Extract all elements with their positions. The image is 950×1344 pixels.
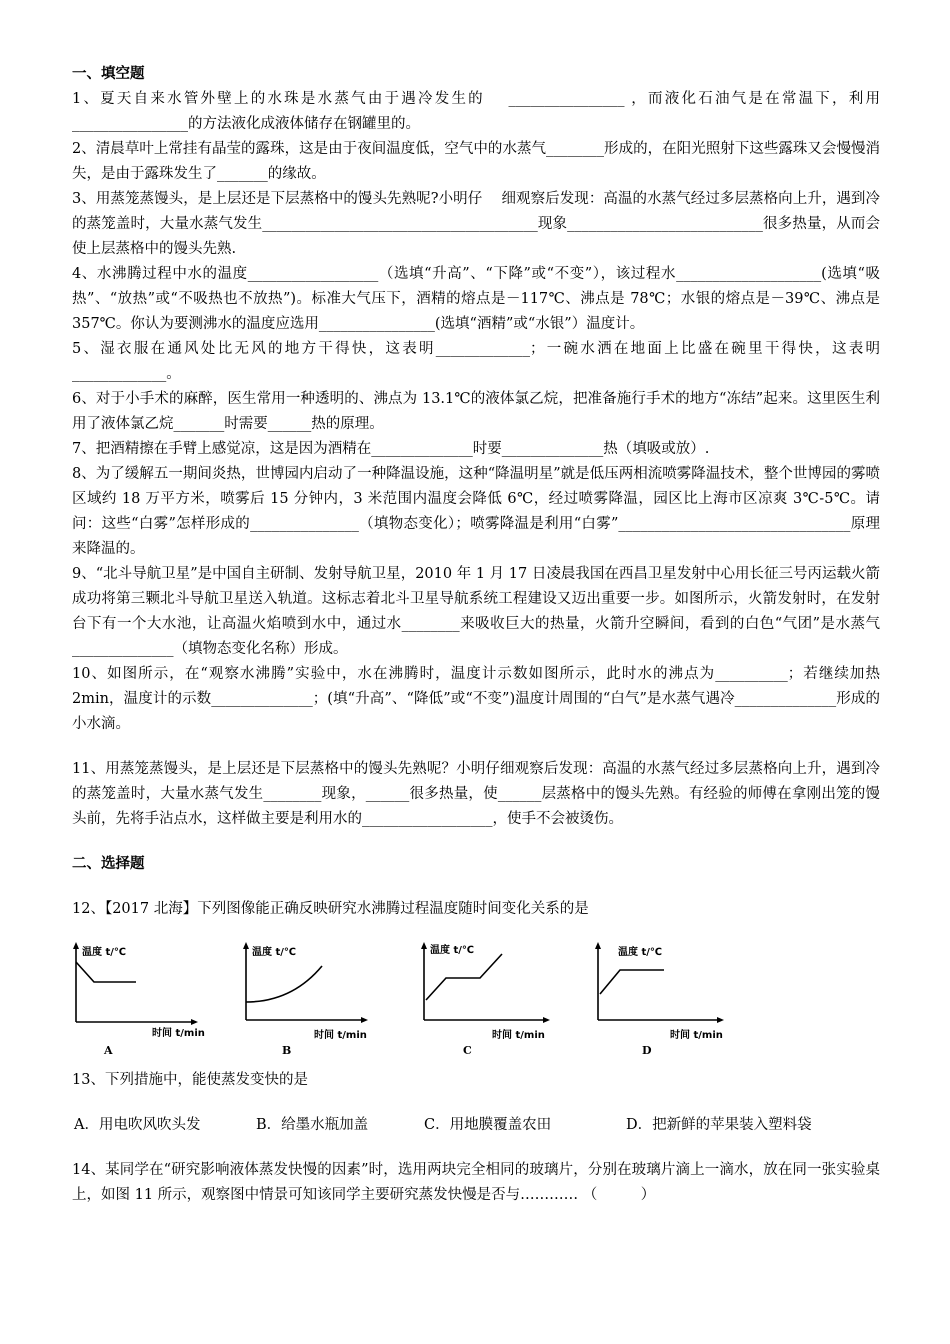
graph-xlabel: 时间 t/min bbox=[492, 1030, 545, 1041]
y-axis-arrow bbox=[243, 942, 249, 949]
graph-ylabel: 温度 t/℃ bbox=[430, 945, 475, 956]
graph-xlabel: 时间 t/min bbox=[314, 1030, 367, 1041]
graph-curve bbox=[76, 962, 136, 982]
graph-letter: A bbox=[104, 1044, 113, 1057]
y-axis-arrow bbox=[421, 942, 427, 949]
question-3: 3、用蒸笼蒸馒头，是上层还是下层蒸格中的馒头先熟呢?小明仔 细观察后发现：高温的水蒸气经过多层蒸格向上升，遇到冷的蒸笼盖时，大量水蒸气发生______________________________________现象___________________________很多热量，从而会使上层蒸格中的馒头先熟. bbox=[72, 191, 880, 257]
graph-d-svg bbox=[594, 940, 764, 1058]
question-12: 12、【2017 北海】下列图像能正确反映研究水沸腾过程温度随时间变化关系的是 bbox=[72, 901, 589, 917]
graph-b-svg bbox=[242, 940, 412, 1058]
x-axis-arrow bbox=[361, 1017, 368, 1023]
graph-curve bbox=[246, 966, 322, 1002]
graph-option-c bbox=[420, 940, 590, 1058]
question-13-options bbox=[72, 1113, 880, 1138]
graph-curve bbox=[426, 954, 502, 1000]
section-title-multiple-choice: 二、选择题 bbox=[72, 856, 145, 872]
question-13: 13、下列措施中，能使蒸发变快的是 bbox=[72, 1072, 308, 1088]
graph-letter: D bbox=[642, 1044, 652, 1057]
graph-option-d bbox=[594, 940, 764, 1058]
option-d: D．把新鲜的苹果装入塑料袋 bbox=[626, 1117, 812, 1133]
graph-letter: B bbox=[282, 1044, 292, 1057]
question-14: 14、某同学在“研究影响液体蒸发快慢的因素”时，选用两块完全相同的玻璃片，分别在玻璃片滴上一滴水，放在同一张实验桌上，如图 11 所示，观察图中情景可知该同学主要研究蒸发快慢是否与………… （ ） bbox=[72, 1162, 880, 1203]
question-5: 5、湿衣服在通风处比无风的地方干得快，这表明_____________；一碗水洒在地面上比盛在碗里干得快，这表明_____________。 bbox=[72, 341, 880, 382]
option-c: C．用地膜覆盖农田 bbox=[424, 1117, 552, 1133]
question-10: 10、如图所示，在“观察水沸腾”实验中，水在沸腾时，温度计示数如图所示，此时水的沸点为__________；若继续加热 2min，温度计的示数______________；(填“升高”、“降低”或“不变”)温度计周围的“白气”是水蒸气遇冷______________形成的小水滴。 bbox=[72, 666, 880, 732]
x-axis-arrow bbox=[191, 1019, 198, 1025]
graph-option-a bbox=[72, 940, 242, 1058]
question-6: 6、对于小手术的麻醉，医生常用一种透明的、沸点为 13.1℃的液体氯乙烷，把准备施行手术的地方“冻结”起来。这里医生利用了液体氯乙烷_______时需要______热的原理。 bbox=[72, 391, 880, 432]
worksheet-page bbox=[72, 62, 880, 1208]
graph-curve bbox=[600, 970, 664, 994]
graph-xlabel: 时间 t/min bbox=[152, 1028, 205, 1039]
graph-letter: C bbox=[463, 1044, 472, 1057]
graph-ylabel: 温度 t/℃ bbox=[618, 947, 663, 958]
section-title-fill-blank: 一、填空题 bbox=[72, 66, 145, 82]
question-8: 8、为了缓解五一期间炎热，世博园内启动了一种降温设施，这种“降温明星”就是低压两相流喷雾降温技术，整个世博园的雾喷区域约 18 万平方米，喷雾后 15 分钟内，3 米范围内温度会降低 6℃，经过喷雾降温，园区比上海市区凉爽 3℃-5℃。请问：这些“白雾”怎样形成的_______________（填物态变化）；喷雾降温是利用“白雾”________________________________原理来降温的。 bbox=[72, 466, 880, 557]
question-2: 2、清晨草叶上常挂有晶莹的露珠，这是由于夜间温度低，空气中的水蒸气________形成的，在阳光照射下这些露珠又会慢慢消失，是由于露珠发生了_______的缘故。 bbox=[72, 141, 880, 182]
graph-ylabel: 温度 t/℃ bbox=[252, 947, 297, 958]
graph-options-row bbox=[72, 940, 880, 1058]
graph-option-b bbox=[242, 940, 412, 1058]
graph-ylabel: 温度 t/℃ bbox=[82, 947, 127, 958]
question-1: 1、夏天自来水管外壁上的水珠是水蒸气由于遇冷发生的 ________________ ，而液化石油气是在常温下，利用 ________________的方法液化成液体储存在钢罐里的。 bbox=[72, 91, 880, 132]
option-a: A．用电吹风吹头发 bbox=[74, 1117, 201, 1133]
graph-c-svg bbox=[420, 940, 590, 1058]
question-11: 11、用蒸笼蒸馒头，是上层还是下层蒸格中的馒头先熟呢？小明仔细观察后发现：高温的水蒸气经过多层蒸格向上升，遇到冷的蒸笼盖时，大量水蒸气发生________现象，______很多热量，使______层蒸格中的馒头先熟。有经验的师傅在拿刚出笼的馒头前，先将手沾点水，这样做主要是利用水的__________________，使手不会被烫伤。 bbox=[72, 761, 880, 827]
question-7: 7、把酒精擦在手臂上感觉凉，这是因为酒精在______________时要______________热（填吸或放）. bbox=[72, 441, 710, 457]
y-axis-arrow bbox=[595, 942, 601, 949]
option-b: B．给墨水瓶加盖 bbox=[256, 1117, 369, 1133]
graph-a-svg bbox=[72, 940, 242, 1058]
x-axis-arrow bbox=[717, 1017, 724, 1023]
question-4: 4、水沸腾过程中水的温度__________________（选填“升高”、“下降”或“不变”），该过程水____________________(选填“吸热”、“放热”或“不吸热也不放热”)。标准大气压下，酒精的熔点是－117℃、沸点是 78℃；水银的熔点是－39℃、沸点是 357℃。你认为要测沸水的温度应选用________________(选填“酒精”或“水银”）温度计。 bbox=[72, 266, 880, 332]
graph-xlabel: 时间 t/min bbox=[670, 1030, 723, 1041]
question-9: 9、“北斗导航卫星”是中国自主研制、发射导航卫星，2010 年 1 月 17 日凌晨我国在西昌卫星发射中心用长征三号丙运载火箭成功将第三颗北斗导航卫星送入轨道。这标志着北斗卫星导航系统工程建设又迈出重要一步。如图所示，火箭发射时，在发射台下有一个大水池，让高温火焰喷到水中，通过水________来吸收巨大的热量，火箭升空瞬间，看到的白色“气团”是水蒸气______________（填物态变化名称）形成。 bbox=[72, 566, 880, 657]
x-axis-arrow bbox=[543, 1017, 550, 1023]
y-axis-arrow bbox=[73, 942, 79, 949]
